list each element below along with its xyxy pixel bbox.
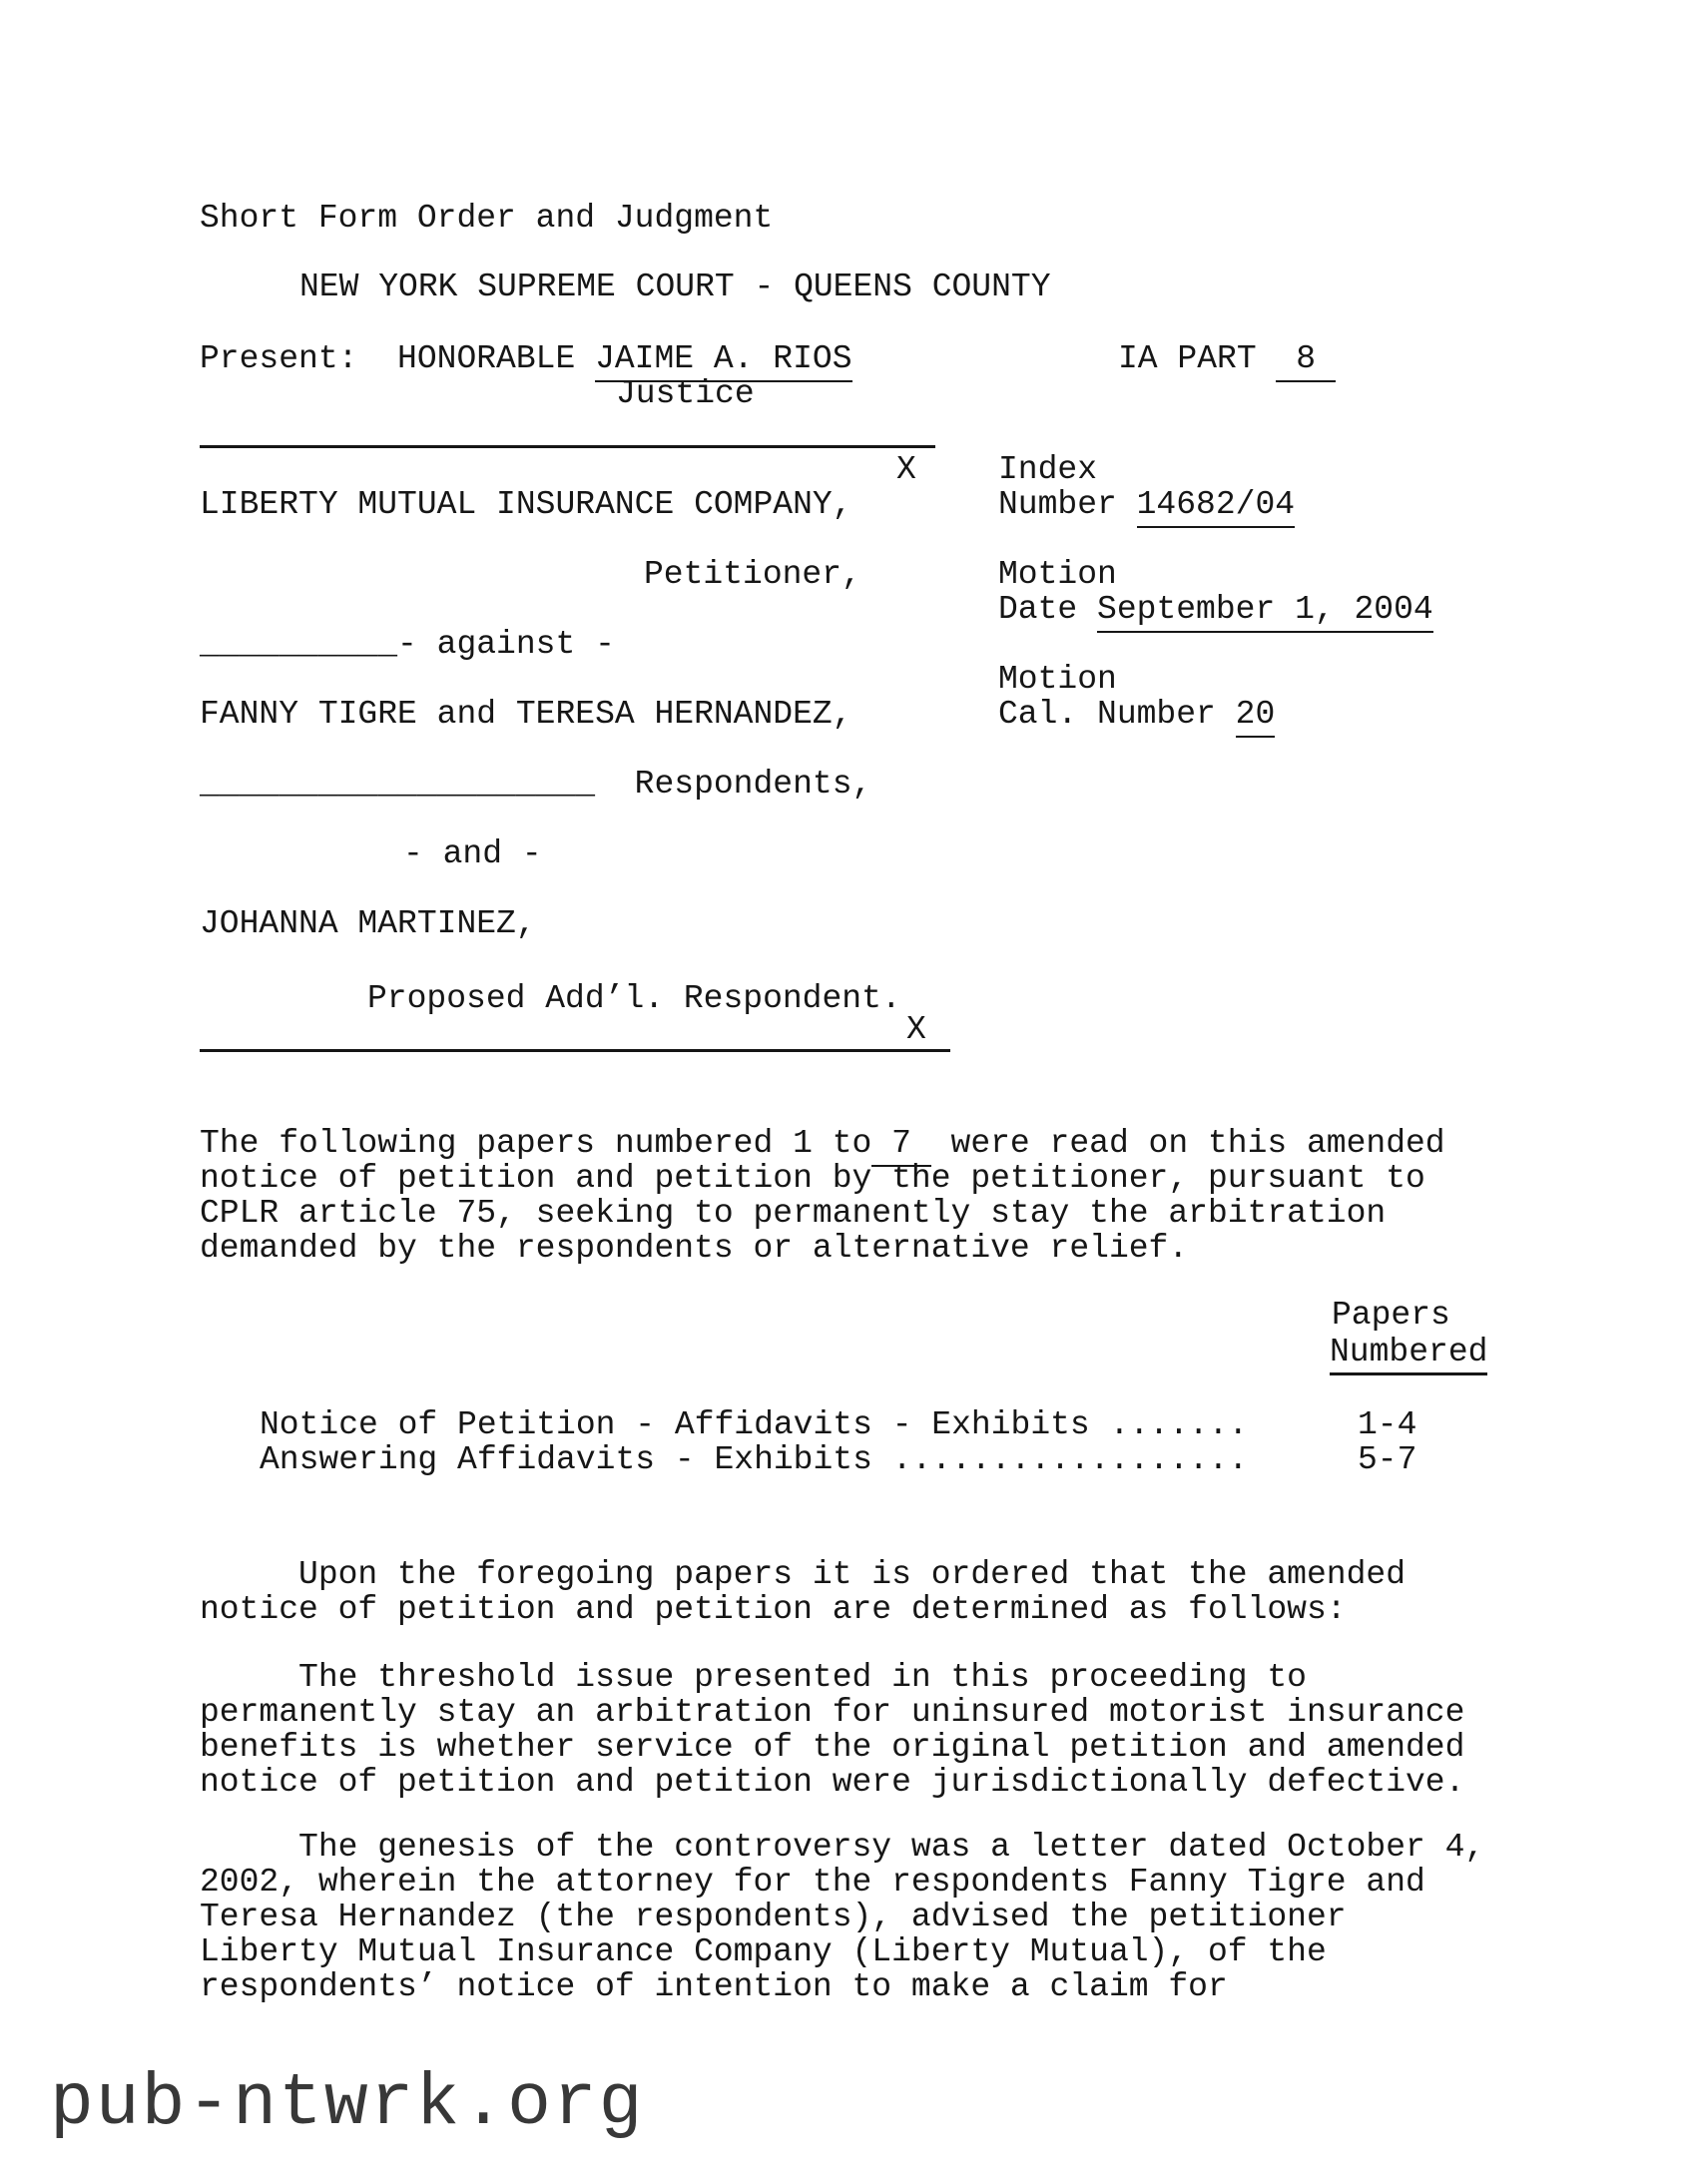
motion-date-value: September 1, 2004 <box>1097 591 1433 633</box>
caption-rule-top <box>200 445 935 448</box>
petitioner-name: LIBERTY MUTUAL INSURANCE COMPANY, <box>200 486 852 523</box>
x-marker-bottom: X <box>906 1011 926 1048</box>
motion-date-label: Date <box>998 591 1098 628</box>
ia-part-label: IA PART <box>1118 340 1277 377</box>
caption-rule-bottom <box>200 1049 950 1052</box>
body-paragraph-line: respondents’ notice of intention to make a claim for <box>200 1968 1228 2005</box>
index-label: Index <box>998 451 1098 488</box>
table-row-label: Answering Affidavits - Exhibits .................. <box>260 1441 1249 1478</box>
present-line <box>200 341 852 376</box>
present-label: Present: HONORABLE <box>200 340 596 377</box>
body-paragraph-line: notice of petition and petition are determined as follows: <box>200 1591 1347 1628</box>
index-number-label: Number <box>998 486 1137 523</box>
papers-paragraph-line3: CPLR article 75, seeking to permanently stay the arbitration <box>200 1195 1387 1232</box>
motion-cal-value: 20 <box>1236 696 1276 738</box>
x-marker-top: X <box>896 451 916 488</box>
body-paragraph-line: Upon the foregoing papers it is ordered that the amended <box>200 1556 1406 1593</box>
respondents-line: ____________________ Respondents, <box>200 766 872 803</box>
index-number-value: 14682/04 <box>1137 486 1295 528</box>
papers-count-prefix: The following papers numbered 1 to <box>200 1125 872 1162</box>
body-paragraph-line: notice of petition and petition were jurisdictionally defective. <box>200 1764 1465 1801</box>
papers-paragraph-line2: notice of petition and petition by the petitioner, pursuant to <box>200 1160 1425 1197</box>
papers-paragraph-line4: demanded by the respondents or alternative relief. <box>200 1230 1189 1267</box>
justice-name: JAIME A. RIOS <box>595 340 851 382</box>
numbered-label: Numbered <box>1330 1334 1487 1375</box>
papers-column-header-numbered <box>1330 1335 1487 1369</box>
table-row-label: Notice of Petition - Affidavits - Exhibits ....... <box>260 1406 1249 1443</box>
addl-respondent-label: Proposed Add’l. Respondent. <box>367 980 901 1017</box>
petitioner-label: Petitioner, <box>644 556 861 593</box>
body-paragraph-line: The threshold issue presented in this proceeding to <box>200 1659 1307 1696</box>
body-paragraph-line: permanently stay an arbitration for uninsured motorist insurance <box>200 1694 1465 1731</box>
body-paragraph-line: benefits is whether service of the original petition and amended <box>200 1729 1465 1766</box>
papers-count-suffix: were read on this amended <box>930 1125 1445 1162</box>
papers-paragraph-line1 <box>200 1126 1445 1161</box>
ia-part-value: 8 <box>1276 340 1335 382</box>
motion-cal-label: Cal. Number <box>998 696 1236 733</box>
body-paragraph-line: The genesis of the controversy was a letter dated October 4, <box>200 1829 1485 1866</box>
ia-part <box>1118 341 1336 376</box>
body-paragraph-line: 2002, wherein the attorney for the respondents Fanny Tigre and <box>200 1864 1425 1901</box>
motion-date-heading: Motion <box>998 556 1117 593</box>
court-name: NEW YORK SUPREME COURT - QUEENS COUNTY <box>299 269 1051 305</box>
addl-respondent-name: JOHANNA MARTINEZ, <box>200 905 536 942</box>
and-separator: - and - <box>403 835 542 872</box>
respondent-names: FANNY TIGRE and TERESA HERNANDEZ, <box>200 696 852 733</box>
motion-cal <box>998 697 1275 732</box>
index-number <box>998 487 1295 522</box>
papers-column-header: Papers <box>1332 1297 1450 1334</box>
table-row-value: 5-7 <box>1358 1441 1417 1478</box>
document-title: Short Form Order and Judgment <box>200 200 774 237</box>
motion-cal-heading: Motion <box>998 661 1117 698</box>
body-paragraph-line: Teresa Hernandez (the respondents), advised the petitioner <box>200 1899 1347 1935</box>
against-line: __________- against - <box>200 626 615 663</box>
motion-date <box>998 592 1433 627</box>
body-paragraph-line: Liberty Mutual Insurance Company (Liberty Mutual), of the <box>200 1933 1327 1970</box>
justice-title: Justice <box>616 375 755 412</box>
papers-count-value: 7 <box>871 1125 930 1167</box>
watermark: pub-ntwrk.org <box>50 2062 645 2145</box>
table-row-value: 1-4 <box>1358 1406 1417 1443</box>
